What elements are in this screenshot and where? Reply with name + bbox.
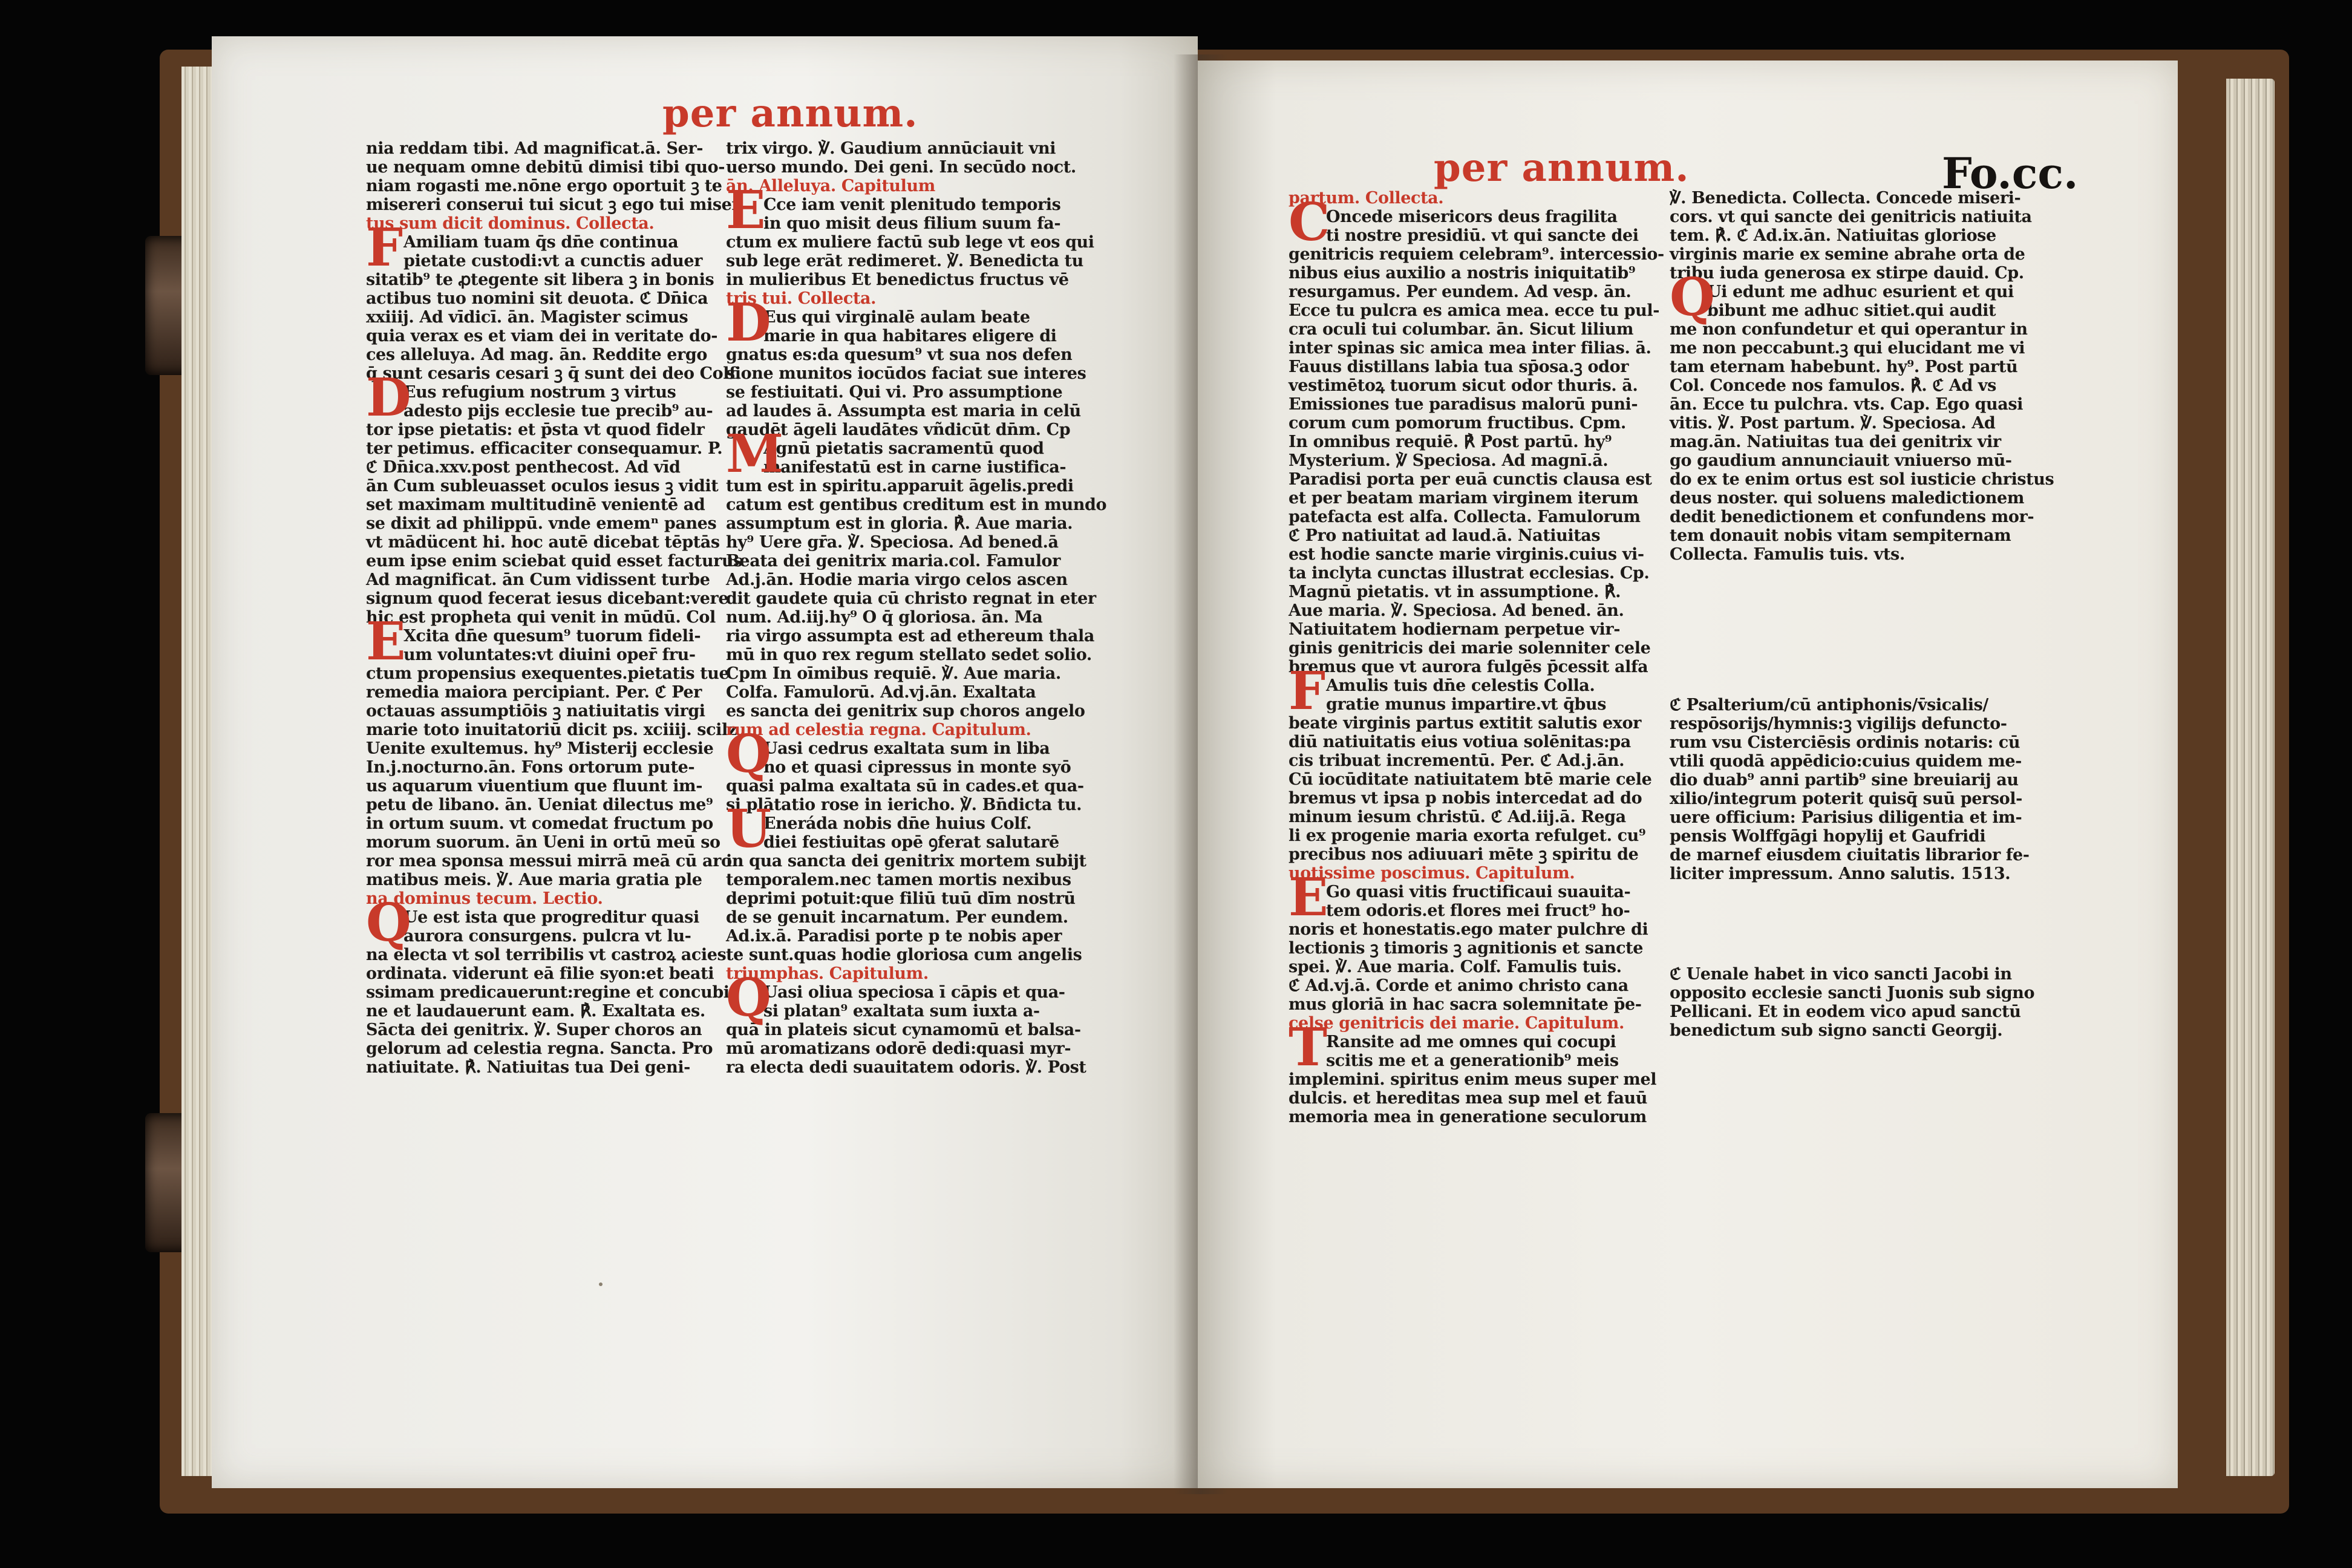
text-line: opposito ecclesie sancti Juonis sub signo (1670, 984, 2035, 1002)
text-line: uotissime poscimus. Capitulum. (1289, 864, 1575, 883)
rubricated-initial: E (1289, 867, 1328, 928)
running-head-left: per annum. (662, 91, 918, 136)
text-line: diei festiuitas opē ꝯferat salutarē (763, 833, 1059, 852)
text-line: patefacta est alfa. Collecta. Famulorum (1289, 508, 1641, 526)
text-line: tus sum dicit dominus. Collecta. (366, 214, 655, 233)
right-column-2 (1670, 189, 2054, 564)
rubricated-initial: F (366, 217, 403, 278)
text-line: ℭ Ad.vj.ā. Corde et animo christo cana (1289, 976, 1628, 995)
text-line: respōsorijs/hymnis:ꝫ vigilijs defuncto- (1670, 714, 2007, 733)
open-book (145, 36, 2299, 1512)
text-line: si plātatio rose in iericho. ℣. Bn̄dicta tu. (726, 795, 1082, 814)
text-line: scitis me et a generationib⁹ meis (1326, 1051, 1619, 1070)
text-line: q̄ sunt cesaris cesari ꝫ q̄ sunt dei deo Colf. (366, 364, 741, 383)
text-line: Mysterium. ℣ Speciosa. Ad magnī.ā. (1289, 451, 1609, 470)
text-line: niam rogasti me.nōne ergo oportuit ꝫ te (366, 177, 722, 195)
right-column-1 (1289, 189, 1664, 1126)
text-line: Ui edunt me adhuc esurient et qui (1707, 283, 2014, 301)
text-line: ān. Alleluya. Capitulum (726, 177, 935, 195)
text-line: et per beatam mariam virginem iterum (1289, 489, 1639, 508)
left-page (212, 36, 1198, 1488)
text-line: aurora consurgens. pulcra vt lu- (403, 927, 691, 946)
text-line: me non peccabunt.ꝫ qui elucidant me vi (1670, 339, 2025, 358)
page-block-right (2226, 79, 2275, 1476)
text-line: do ex te enim ortus est sol iusticie christus (1670, 470, 2054, 489)
text-line: celse genitricis dei marie. Capitulum. (1289, 1014, 1624, 1033)
text-line: trix virgo. ℣. Gaudium annūciauit vni (726, 139, 1056, 158)
text-line: liciter impressum. Anno salutis. 1513. (1670, 864, 2011, 883)
text-line: est hodie sancte marie virginis.cuius vi- (1289, 545, 1644, 564)
text-line: no et quasi cipressus in monte syō (763, 758, 1071, 777)
text-line: mag.ān. Natiuitas tua dei genitrix vir (1670, 433, 2001, 451)
text-line: te sunt.quas hodie gloriosa cum angelis (726, 946, 1082, 964)
text-line: se festiuitati. Qui vi. Pro assumptione (726, 383, 1063, 402)
text-line: me non confundetur et qui operantur in (1670, 320, 2028, 339)
text-line: ue nequam omne debitū dimisi tibi quo- (366, 158, 725, 177)
text-line: Magnū pietatis. vt in assumptione. ℟. (1289, 583, 1621, 601)
rubricated-initial: C (1289, 192, 1330, 253)
text-line: Beata dei genitrix maria.col. Famulor (726, 552, 1060, 570)
text-line: ta inclyta cunctas illustrat ecclesias. Cp. (1289, 564, 1650, 583)
text-line: diū natiuitatis eius votiua solēnitas:pa (1289, 733, 1631, 751)
text-line: go gaudium annunciauit vniuerso mū- (1670, 451, 2012, 470)
text-line: Ransite ad me omnes qui cocupi (1326, 1033, 1616, 1051)
text-line: ter petimus. efficaciter consequamur. P. (366, 439, 723, 458)
text-line: tem donauit nobis vitam sempiternam (1670, 526, 2011, 545)
text-line: us aquarum viuentium que fluunt im- (366, 777, 703, 795)
text-line: vestimētoꝝ tuorum sicut odor thuris. ā. (1289, 376, 1638, 395)
text-line: Amiliam tuam q̄s dn̄e continua (403, 233, 679, 252)
text-line: assumptum est in gloria. ℟. Aue maria. (726, 514, 1073, 533)
text-line: matibus meis. ℣. Aue maria gratia ple (366, 871, 702, 889)
text-line: tem. ℟. ℭ Ad.ix.ān. Natiuitas gloriose (1670, 226, 1996, 245)
text-line: set maximam multitudinē venientē ad (366, 495, 705, 514)
rubricated-initial: F (1289, 661, 1326, 722)
text-line: deprimi potuit:que filiū tuū dīm nostrū (726, 889, 1076, 908)
text-line: vtili quodā appēdicio:cuius quidem me- (1670, 752, 2022, 771)
text-line: ssimam predicauerunt:regine et concubi- (366, 983, 736, 1002)
text-line: vt mādücent hi. hoc autē dicebat tēptās (366, 533, 720, 552)
rubricated-initial: Q (1670, 267, 1715, 328)
text-line: ad laudes ā. Assumpta est maria in celū (726, 402, 1081, 420)
left-column-1 (366, 139, 743, 1077)
text-line: na dominus tecum. Lectio. (366, 889, 603, 908)
text-line: mū aromatizans odorē dedi:quasi myr- (726, 1039, 1071, 1058)
text-line: tum est in spiritu.apparuit āgelis.predi (726, 477, 1074, 495)
text-line: noris et honestatis.ego mater pulchre di (1289, 920, 1648, 939)
text-line: Collecta. Famulis tuis. vts. (1670, 545, 1905, 564)
text-line: nibus eius auxilio a nostris iniquitatib⁹ (1289, 264, 1636, 283)
text-line: morum suorum. ān Ueni in ortū meū so (366, 833, 720, 852)
text-line: sione munitos iocūdos faciat sue interes (726, 364, 1086, 383)
text-line: es sancta dei genitrix sup choros angelo (726, 702, 1085, 720)
text-line: implemini. spiritus enim meus super mel (1289, 1070, 1657, 1089)
text-line: in ortum suum. vt comedat fructum po (366, 814, 713, 833)
text-line: bremus que vt aurora fulgēs p̄cessit alfa (1289, 658, 1648, 676)
text-line: temporalem.nec tamen mortis nexibus (726, 871, 1071, 889)
text-line: Uasi oliua speciosa ī cāpis et qua- (763, 983, 1065, 1002)
text-line: hy⁹ Uere gr̄a. ℣. Speciosa. Ad bened.ā (726, 533, 1059, 552)
text-line: num. Ad.iij.hy⁹ O q̄ gloriosa. ān. Ma (726, 608, 1043, 627)
text-line: Cce iam venit plenitudo temporis (763, 195, 1061, 214)
text-line: ℭ Dn̄ica.xxv.post penthecost. Ad vīd (366, 458, 681, 477)
text-line: sub lege erāt redimeret. ℣. Benedicta tu (726, 252, 1083, 270)
text-line: in qua sancta dei genitrix mortem subijt (726, 852, 1086, 871)
text-line: Col. Concede nos famulos. ℟. ℭ Ad vs (1670, 376, 1996, 395)
text-line: gelorum ad celestia regna. Sancta. Pro (366, 1039, 713, 1058)
text-line: Cū iocūditate natiuitatem btē marie cele (1289, 770, 1652, 789)
text-line: genitricis requiem celebram⁹. intercessio- (1289, 245, 1664, 264)
rubricated-initial: Q (366, 892, 411, 953)
text-line: corum cum pomorum fructibus. Cpm. (1289, 414, 1626, 433)
text-line: Agnū pietatis sacramentū quod (763, 439, 1044, 458)
text-line: ān Cum subleuasset oculos iesus ꝫ vidit (366, 477, 719, 495)
text-line: actibus tuo nomini sit deuota. ℭ Dn̄ica (366, 289, 708, 308)
text-line: ān. Ecce tu pulchra. vts. Cap. Ego quasi (1670, 395, 2023, 414)
text-line: lectionis ꝫ timoris ꝫ agnitionis et sancte (1289, 939, 1644, 958)
colophon (1670, 696, 2030, 883)
text-line: gnatus es:da quesum⁹ vt sua nos defen (726, 345, 1073, 364)
text-line: tor ipse pietatis: et p̄sta vt quod fidelr (366, 420, 705, 439)
rubricated-initial: U (726, 799, 771, 860)
text-line: ne et laudauerunt eam. ℟. Exaltata es. (366, 1002, 705, 1021)
text-line: tem odoris.et flores mei fruct⁹ ho- (1326, 901, 1630, 920)
text-line: Oncede misericors deus fragilita (1326, 207, 1618, 226)
text-line: resurgamus. Per eundem. Ad vesp. ān. (1289, 283, 1632, 301)
text-line: inter spinas sic amica mea inter filias. ā. (1289, 339, 1651, 358)
text-line: Natiuitatem hodiernam perpetue vir- (1289, 620, 1621, 639)
text-line: Xcita dn̄e quesum⁹ tuorum fideli- (403, 627, 701, 645)
text-line: partum. Collecta. (1289, 189, 1444, 207)
text-line: precibus nos adiuuari mēte ꝫ spiritu de (1289, 845, 1639, 864)
rubricated-initial: Q (726, 967, 771, 1028)
text-line: ctum propensius exequentes.pietatis tue (366, 664, 730, 683)
text-line: ctum ex muliere factū sub lege vt eos qui (726, 233, 1094, 252)
text-line: Aue maria. ℣. Speciosa. Ad bened. ān. (1289, 601, 1624, 620)
text-line: in mulieribus Et benedictus fructus vē (726, 270, 1069, 289)
text-line: ℣. Benedicta. Collecta. Concede miseri- (1670, 189, 2021, 207)
text-line: de se genuit incarnatum. Per eundem. (726, 908, 1068, 927)
text-line: mus gloriā in hac sacra solemnitate p̄e- (1289, 995, 1642, 1014)
rubricated-initial: M (726, 423, 784, 485)
text-line: marie in qua habitares eligere di (763, 327, 1057, 345)
text-line: remedia maiora percipiant. Per. ℭ Per (366, 683, 702, 702)
text-line: tribu iuda generosa ex stirpe dauid. Cp. (1670, 264, 2024, 283)
text-line: dio duab⁹ anni partib⁹ sine breuiarij au (1670, 771, 2019, 789)
text-line: ginis genitricis dei marie solenniter cele (1289, 639, 1651, 658)
text-line: li ex progenie maria exorta refulget. cu⁹ (1289, 826, 1646, 845)
paper-speck (599, 1282, 603, 1286)
text-line: xxiiij. Ad vīdicī. ān. Magister scimus (366, 308, 688, 327)
text-line: Emissiones tue paradisus malorū puni- (1289, 395, 1638, 414)
text-line: dit gaudete quia cū christo regnat in eter (726, 589, 1096, 608)
text-line: dulcis. et hereditas mea sup mel et fauū (1289, 1089, 1648, 1108)
text-line: virginis marie ex semine abrahe orta de (1670, 245, 2025, 264)
left-column-2 (726, 139, 1107, 1077)
text-line: manifestatū est in carne iustifica- (763, 458, 1067, 477)
text-line: nia reddam tibi. Ad magnificat.ā. Ser- (366, 139, 704, 158)
text-line: Sācta dei genitrix. ℣. Super choros an (366, 1021, 702, 1039)
text-line: quia verax es et viam dei in veritate do- (366, 327, 718, 345)
text-line: pietate custodi:vt a cunctis aduer (403, 252, 702, 270)
text-line: triumphas. Capitulum. (726, 964, 929, 983)
text-line: Uenite exultemus. hy⁹ Misterij ecclesie (366, 739, 714, 758)
text-line: ria virgo assumpta est ad ethereum thala (726, 627, 1095, 645)
text-line: xilio/integrum poterit quisq̄ suū persol- (1670, 789, 2022, 808)
text-line: Eus refugium nostrum ꝫ virtus (403, 383, 676, 402)
text-line: In.j.nocturno.ān. Fons ortorum pute- (366, 758, 695, 777)
text-line: misereri conserui tui sicut ꝫ ego tui miser (366, 195, 740, 214)
text-line: Eus qui virginalē aulam beate (763, 308, 1030, 327)
text-line: Uasi cedrus exaltata sum in liba (763, 739, 1050, 758)
text-line: Ad.ix.ā. Paradisi porte p te nobis aper (726, 927, 1062, 946)
text-line: Ad magnificat. ān Cum vidissent turbe (366, 570, 710, 589)
text-line: signum quod fecerat iesus dicebant:vere (366, 589, 729, 608)
text-line: de marnef eiusdem ciuitatis librarior fe- (1670, 846, 2030, 864)
text-line: vitis. ℣. Post partum. ℣. Speciosa. Ad (1670, 414, 1996, 433)
text-line: ℭ Psalterium/cū antiphonis/v̄sicalis/ (1670, 696, 1988, 714)
text-line: catum est gentibus creditum est in mundo (726, 495, 1107, 514)
text-line: quā in plateis sicut cynamomū et balsa- (726, 1021, 1081, 1039)
text-line: eum ipse enim sciebat quid esset facturus (366, 552, 743, 570)
text-line: Eneráda nobis dn̄e huius Colf. (763, 814, 1032, 833)
text-line: gratie munus impartire.vt q̄bus (1326, 695, 1607, 714)
text-line: cis tribuat incrementū. Per. ℭ Ad.j.ān. (1289, 751, 1625, 770)
text-line: bibunt me adhuc sitiet.qui audit (1707, 301, 1996, 320)
folio-number: Fo.cc. (1942, 148, 2079, 198)
text-line: octauas assumptiōis ꝫ natiuitatis virgi (366, 702, 705, 720)
text-line: Ecce tu pulcra es amica mea. ecce tu pul- (1289, 301, 1660, 320)
text-line: pensis Wolffgāgi hopylij et Gaufridi (1670, 827, 1986, 846)
text-line: Go quasi vitis fructificaui suauita- (1326, 883, 1631, 901)
text-line: um voluntates:vt diuini oper̄ fru- (403, 645, 696, 664)
text-line: na electa vt sol terribilis vt castroꝝ acies (366, 946, 727, 964)
text-line: beate virginis partus extitit salutis exor (1289, 714, 1641, 733)
text-line: rum ad celestia regna. Capitulum. (726, 720, 1031, 739)
right-page (1198, 60, 2178, 1488)
text-line: quasi palma exaltata sū in cades.et qua- (726, 777, 1084, 795)
text-line: cors. vt qui sancte dei genitricis natiuita (1670, 207, 2032, 226)
text-line: si platan⁹ exaltata sum iuxta a- (763, 1002, 1040, 1021)
text-line: sitatib⁹ te ꝓtegente sit libera ꝫ in bonis (366, 270, 714, 289)
text-line: tris tui. Collecta. (726, 289, 877, 308)
text-line: In omnibus requiē. ℟ Post partū. hy⁹ (1289, 433, 1612, 451)
text-line: ℭ Pro natiuitat ad laud.ā. Natiuitas (1289, 526, 1601, 545)
text-line: Paradisi porta per euā cunctis clausa est (1289, 470, 1652, 489)
text-line: se dixit ad philippū. vnde ememⁿ panes (366, 514, 717, 533)
text-line: Colfa. Famulorū. Ad.vj.ān. Exaltata (726, 683, 1036, 702)
text-line: Pellicani. Et in eodem vico apud sanctū (1670, 1002, 2021, 1021)
text-line: marie toto inuitatoriū dicit ps. xciiij. scilz (366, 720, 737, 739)
text-line: ces alleluya. Ad mag. ān. Reddite ergo (366, 345, 707, 364)
text-line: ra electa dedi suauitatem odoris. ℣. Post (726, 1058, 1086, 1077)
text-line: gaudēt āgeli laudātes vñdicūt dn̄m. Cp (726, 420, 1071, 439)
rubricated-initial: D (726, 292, 771, 353)
rubricated-initial: E (366, 611, 406, 672)
rubricated-initial: E (726, 180, 766, 241)
text-line: bremus vt ipsa p nobis intercedat ad do (1289, 789, 1642, 808)
text-line: memoria mea in generatione seculorum (1289, 1108, 1647, 1126)
text-line: cra oculi tui columbar. ān. Sicut lilium (1289, 320, 1633, 339)
rubricated-initial: D (366, 367, 411, 428)
rubricated-initial: T (1289, 1017, 1327, 1078)
text-line: petu de libano. ān. Ueniat dilectus me⁹ (366, 795, 713, 814)
rubricated-initial: Q (726, 724, 771, 785)
text-line: ror mea sponsa messui mirrā meā cū aro (366, 852, 732, 871)
text-line: rum vsu Cisterciēsis ordinis notaris: cū (1670, 733, 2020, 752)
text-line: dedit benedictionem et confundens mor- (1670, 508, 2034, 526)
running-head-right: per annum. (1434, 145, 1690, 191)
text-line: adesto pijs ecclesie tue precib⁹ au- (403, 402, 713, 420)
text-line: Fauus distillans labia tua sp̄osa.ꝫ odor (1289, 358, 1629, 376)
text-line: benedictum sub signo sancti Georgij. (1670, 1021, 2003, 1040)
text-line: spei. ℣. Aue maria. Colf. Famulis tuis. (1289, 958, 1622, 976)
text-line: minum iesum christū. ℭ Ad.iij.ā. Rega (1289, 808, 1626, 826)
text-line: Ad.j.ān. Hodie maria virgo celos ascen (726, 570, 1068, 589)
text-line: ℭ Uenale habet in vico sancti Jacobi in (1670, 965, 2012, 984)
text-line: Ue est ista que progreditur quasi (403, 908, 699, 927)
text-line: deus noster. qui soluens maledictionem (1670, 489, 2024, 508)
text-line: in quo misit deus filium suum fa- (763, 214, 1061, 233)
text-line: ti nostre presidiū. vt qui sancte dei (1326, 226, 1639, 245)
text-line: mū in quo rex regum stellato sedet solio. (726, 645, 1092, 664)
text-line: hic est propheta qui venit in mūdū. Col (366, 608, 716, 627)
text-line: ordinata. viderunt eā filie syon:et beati (366, 964, 714, 983)
imprint (1670, 965, 2035, 1040)
text-line: natiuitate. ℟. Natiuitas tua Dei geni- (366, 1058, 690, 1077)
text-line: uere officium: Parisius diligentia et im- (1670, 808, 2022, 827)
text-line: Cpm In oīmibus requiē. ℣. Aue maria. (726, 664, 1061, 683)
text-line: Amulis tuis dn̄e celestis Colla. (1326, 676, 1595, 695)
text-line: uerso mundo. Dei geni. In secūdo noct. (726, 158, 1076, 177)
text-line: tam eternam habebunt. hy⁹. Post partū (1670, 358, 2018, 376)
